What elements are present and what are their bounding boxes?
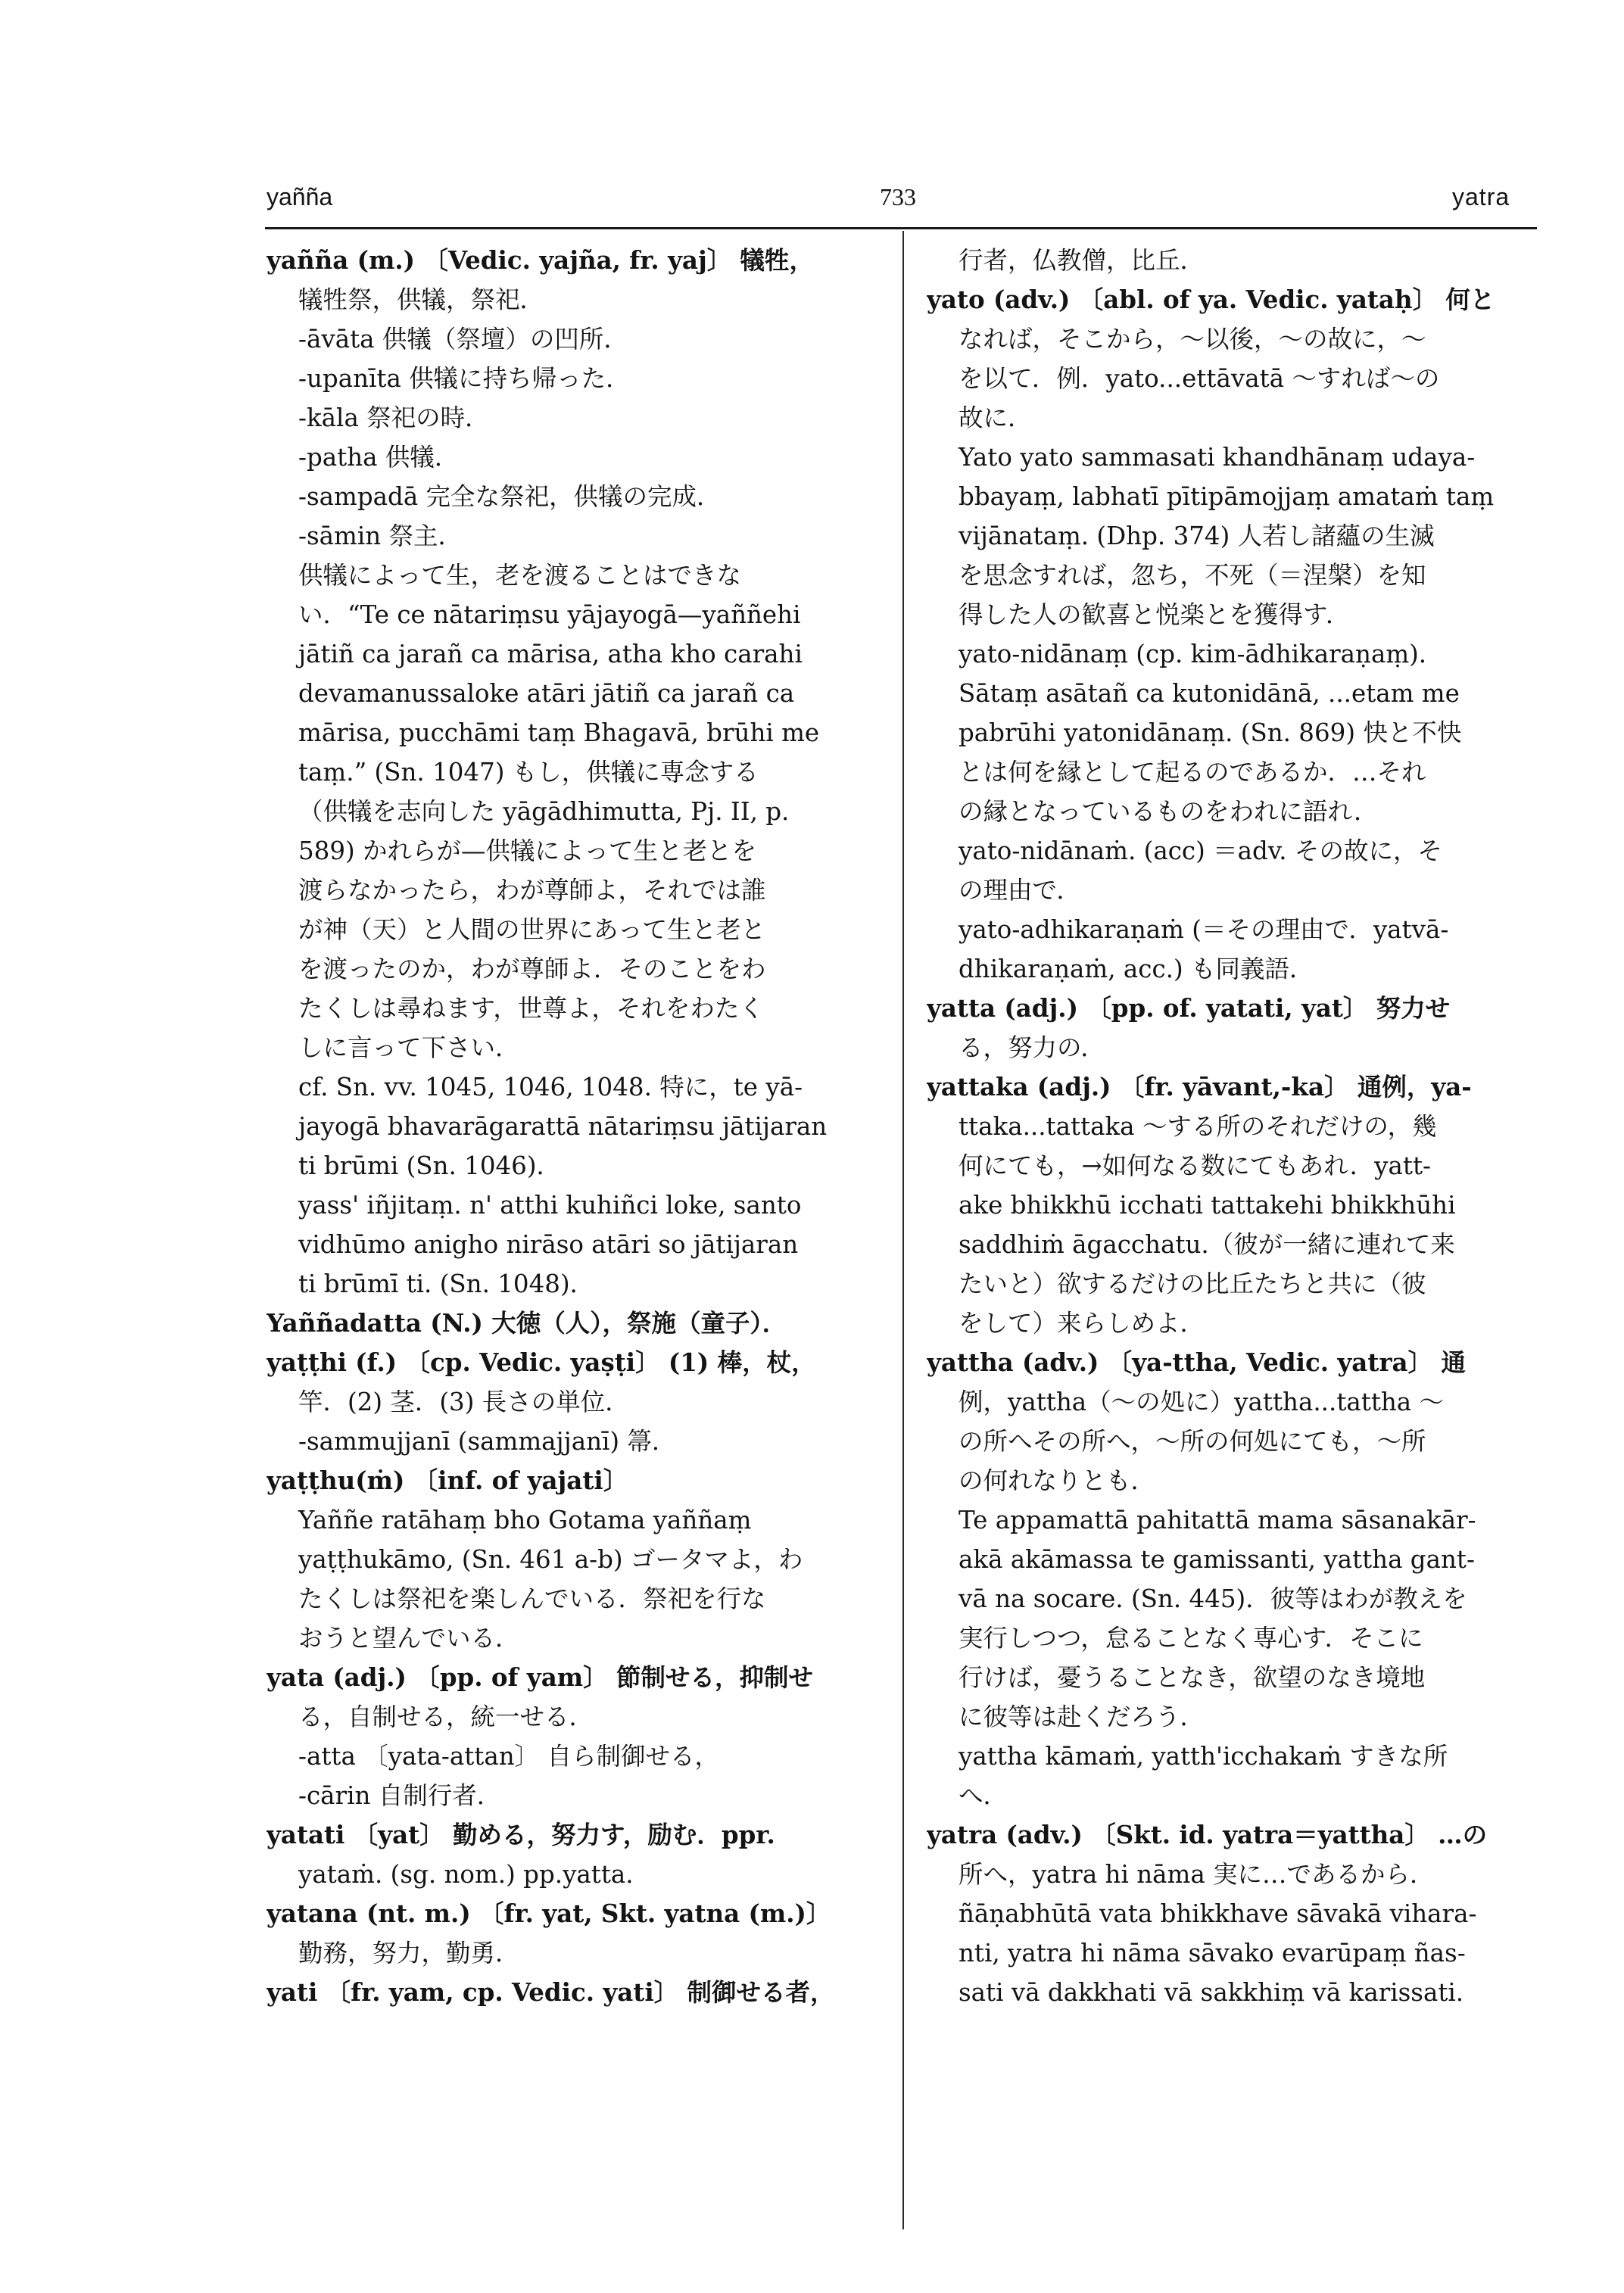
- left-column: [267, 241, 880, 2012]
- entry-body-line: を渡ったのか，わが尊師よ．そのことをわ: [298, 955, 766, 983]
- entry-body-line: る，自制せる，統一せる．: [298, 1703, 594, 1731]
- entry-headword-line: yañña (m.) 〔Vedic. yajña, fr. yaj〕 犠牲，: [267, 245, 815, 275]
- entry-body-line: たくしは尋ねます，世尊よ，それをわたく: [298, 994, 764, 1023]
- entry-body-line: vā na socare. (Sn. 445)．彼等はわが教えを: [959, 1584, 1467, 1613]
- entry-body-line: jayogā bhavarāgarattā nātariṃsu jātijaran: [298, 1112, 828, 1141]
- entry-headword-line: yata (adj.) 〔pp. of yam〕 節制せる，抑制せ: [267, 1662, 813, 1692]
- entry-body-line: taṃ.” (Sn. 1047) もし，供犠に専念する: [298, 758, 759, 787]
- entry-body-line: ttaka...tattaka ～する所のそれだけの，幾: [959, 1112, 1437, 1141]
- entry-body-line: Yaññe ratāhaṃ bho Gotama yaññaṃ: [298, 1506, 752, 1534]
- entry-body-line: vijānataṃ. (Dhp. 374) 人若し諸蘊の生滅: [959, 522, 1435, 550]
- entry-body-line: -sāmin 祭主．: [298, 522, 463, 550]
- entry-headword-line: yatana (nt. m.) 〔fr. yat, Skt. yatna (m.)〕: [267, 1899, 831, 1928]
- entry-body-line: しに言って下さい．: [298, 1033, 520, 1062]
- entry-body-line: dhikaraṇaṁ, acc.) も同義語．: [959, 955, 1314, 983]
- entry-body-line: 犠牲祭，供犠，祭祀．: [298, 285, 545, 314]
- entry-body-line: cf. Sn. vv. 1045, 1046, 1048. 特に，te yā-: [298, 1073, 803, 1101]
- page-number: 733: [880, 183, 916, 210]
- entry-body-line: い．“Te ce nātariṃsu yājayogā—yaññehi: [298, 600, 801, 629]
- entry-body-line: ti brūmī ti. (Sn. 1048)．: [298, 1270, 595, 1298]
- entry-body-line: sati vā dakkhati vā sakkhiṃ vā karissati.: [959, 1978, 1464, 2007]
- entry-body-line: Te appamattā pahitattā mama sāsanakār-: [959, 1506, 1476, 1534]
- entry-body-line: 竿．(2) 茎．(3) 長さの単位．: [298, 1388, 630, 1416]
- entry-headword-line: yatta (adj.) 〔pp. of. yatati, yat〕 努力せ: [927, 993, 1451, 1023]
- entry-body-line: ñāṇabhūtā vata bhikkhave sāvakā vihara-: [959, 1899, 1477, 1928]
- entry-body-line: 得した人の歓喜と悦楽とを獲得す．: [959, 600, 1351, 629]
- entry-body-line: 何にても，→如何なる数にてもあれ．yatt-: [959, 1151, 1432, 1180]
- entry-body-line: たいと）欲するだけの比丘たちと共に（彼: [959, 1270, 1426, 1298]
- entry-body-line: の理由で．: [959, 876, 1081, 905]
- entry-body-line: たくしは祭祀を楽しんでいる．祭祀を行な: [298, 1584, 766, 1613]
- entry-body-line: ti brūmi (Sn. 1046)．: [298, 1151, 562, 1180]
- entry-headword-line: yattha (adv.) 〔ya-ttha, Vedic. yatra〕 通: [927, 1347, 1466, 1377]
- entry-body-line: が神（天）と人間の世界にあって生と老と: [298, 915, 766, 944]
- entry-body-line: の所へその所へ，～所の何処にても，～所: [959, 1427, 1426, 1456]
- entry-body-line: yattha kāmaṁ, yatth'icchakaṁ すきな所: [959, 1742, 1448, 1771]
- entry-body-line: とは何を縁として起るのであるか．…それ: [959, 758, 1426, 787]
- entry-body-line: 行けば，憂うることなき，欲望のなき境地: [959, 1663, 1426, 1692]
- entry-body-line: の縁となっているものをわれに語れ．: [959, 797, 1379, 826]
- entry-body-line: 589) かれらが—供犠によって生と老とを: [298, 837, 757, 865]
- entry-body-line: -kāla 祭祀の時．: [298, 403, 490, 432]
- entry-body-line: （供犠を志向した yāgādhimutta, Pj. II, p.: [298, 797, 790, 826]
- entry-body-line: Yato yato sammasati khandhānaṃ udaya-: [959, 443, 1476, 472]
- entry-headword-line: yato (adv.) 〔abl. of ya. Vedic. yataḥ〕 何と: [927, 285, 1495, 314]
- entry-body-line: 所へ，yatra hi nāma 実に…であるから．: [959, 1860, 1435, 1889]
- entry-body-line: なれば，そこから，～以後，～の故に，～: [959, 325, 1426, 354]
- entry-body-line: ake bhikkhū icchati tattakehi bhikkhūhi: [959, 1191, 1456, 1220]
- entry-body-line: saddhiṁ āgacchatu.（彼が一緒に連れて来: [959, 1230, 1455, 1259]
- entry-body-line: jātiñ ca jarañ ca mārisa, atha kho carahi: [298, 640, 803, 668]
- entry-headword-line: yattaka (adj.) 〔fr. yāvant,-ka〕 通例，ya-: [927, 1072, 1472, 1101]
- running-head-right: yatra: [1452, 183, 1510, 210]
- entry-body-line: yataṁ. (sg. nom.) pp.yatta.: [298, 1860, 634, 1889]
- entry-headword-line: Yaññadatta (N.) 大徳（人），祭施（童子）．: [267, 1308, 787, 1338]
- entry-body-line: 故に．: [959, 403, 1033, 432]
- entry-body-line: devamanussaloke atāri jātiñ ca jarañ ca: [298, 679, 795, 708]
- entry-body-line: pabrūhi yatonidānaṃ. (Sn. 869) 快と不快: [959, 718, 1462, 747]
- entry-headword-line: yaṭṭhu(ṁ) 〔inf. of yajati〕: [267, 1466, 628, 1495]
- entry-body-line: -sammujjanī (sammajjanī) 箒．: [298, 1427, 677, 1456]
- entry-body-line: -sampadā 完全な祭祀，供犠の完成．: [298, 482, 722, 511]
- entry-body-line: 例，yattha（～の処に）yattha...tattha ～: [959, 1388, 1445, 1416]
- entry-body-line: へ．: [959, 1781, 1008, 1810]
- entry-body-line: yato-adhikaraṇaṁ (＝その理由で．yatvā-: [959, 915, 1449, 944]
- entry-body-line: を以て．例．yato...ettāvatā ～すれば～の: [959, 364, 1440, 393]
- entry-body-line: mārisa, pucchāmi taṃ Bhagavā, brūhi me: [298, 718, 820, 747]
- entry-body-line: -cārin 自制行者．: [298, 1781, 502, 1810]
- entry-body-line: yaṭṭhukāmo, (Sn. 461 a-b) ゴータマよ，わ: [298, 1545, 803, 1574]
- entry-body-line: yato-nidānaṁ. (acc) ＝adv. その故に，そ: [959, 837, 1442, 865]
- entry-body-line: yass' iñjitaṃ. n' atthi kuhiñci loke, santo: [298, 1191, 802, 1220]
- entry-body-line: おうと望んでいる．: [298, 1624, 520, 1653]
- entry-body-line: vidhūmo anigho nirāso atāri so jātijaran: [298, 1230, 799, 1259]
- entry-body-line: -atta 〔yata-attan〕 自ら制御せる，: [298, 1742, 719, 1771]
- entry-body-line: yato-nidānaṃ (cp. kim-ādhikaraṇaṃ)．: [959, 640, 1444, 668]
- right-column: [927, 241, 1537, 2012]
- entry-body-line: -āvāta 供犠（祭壇）の凹所．: [298, 325, 628, 354]
- entry-headword-line: yati 〔fr. yam, cp. Vedic. yati〕 制御せる者，: [267, 1977, 835, 2007]
- running-head-left: yañña: [267, 183, 333, 210]
- entry-body-line: の何れなりとも．: [959, 1466, 1156, 1495]
- entry-body-line: 行者，仏教僧，比丘．: [959, 246, 1205, 275]
- header-rule: [265, 227, 1537, 229]
- entry-body-line: -patha 供犠．: [298, 443, 460, 472]
- column-divider: [902, 231, 904, 2229]
- entry-body-line: を思念すれば，忽ち，不死（＝涅槃）を知: [959, 561, 1426, 590]
- entry-body-line: akā akāmassa te gamissanti, yattha gant-: [959, 1545, 1475, 1574]
- entry-body-line: 勤務，努力，勤勇．: [298, 1939, 520, 1967]
- entry-body-line: 渡らなかったら，わが尊師よ，それでは誰: [298, 876, 766, 905]
- entry-headword-line: yatra (adv.) 〔Skt. id. yatra＝yattha〕 …の: [927, 1820, 1488, 1849]
- entry-body-line: 実行しつつ，怠ることなく専心す．そこに: [959, 1624, 1423, 1653]
- entry-body-line: nti, yatra hi nāma sāvako evarūpaṃ ñas-: [959, 1939, 1466, 1967]
- entry-headword-line: yatati 〔yat〕 勤める，努力す，励む．ppr.: [267, 1820, 775, 1849]
- entry-body-line: に彼等は赴くだろう．: [959, 1703, 1205, 1731]
- entry-body-line: る，努力の．: [959, 1033, 1105, 1062]
- entry-body-line: bbayaṃ, labhatī pītipāmojjaṃ amataṁ taṃ: [959, 482, 1495, 511]
- entry-body-line: 供犠によって生，老を渡ることはできな: [298, 561, 742, 590]
- entry-body-line: Sātaṃ asātañ ca kutonidānā, ...etam me: [959, 679, 1460, 708]
- entry-headword-line: yaṭṭhi (f.) 〔cp. Vedic. yaṣṭi〕 (1) 棒，杖，: [267, 1347, 816, 1377]
- entry-body-line: をして）来らしめよ．: [959, 1309, 1205, 1338]
- entry-body-line: -upanīta 供犠に持ち帰った．: [298, 364, 631, 393]
